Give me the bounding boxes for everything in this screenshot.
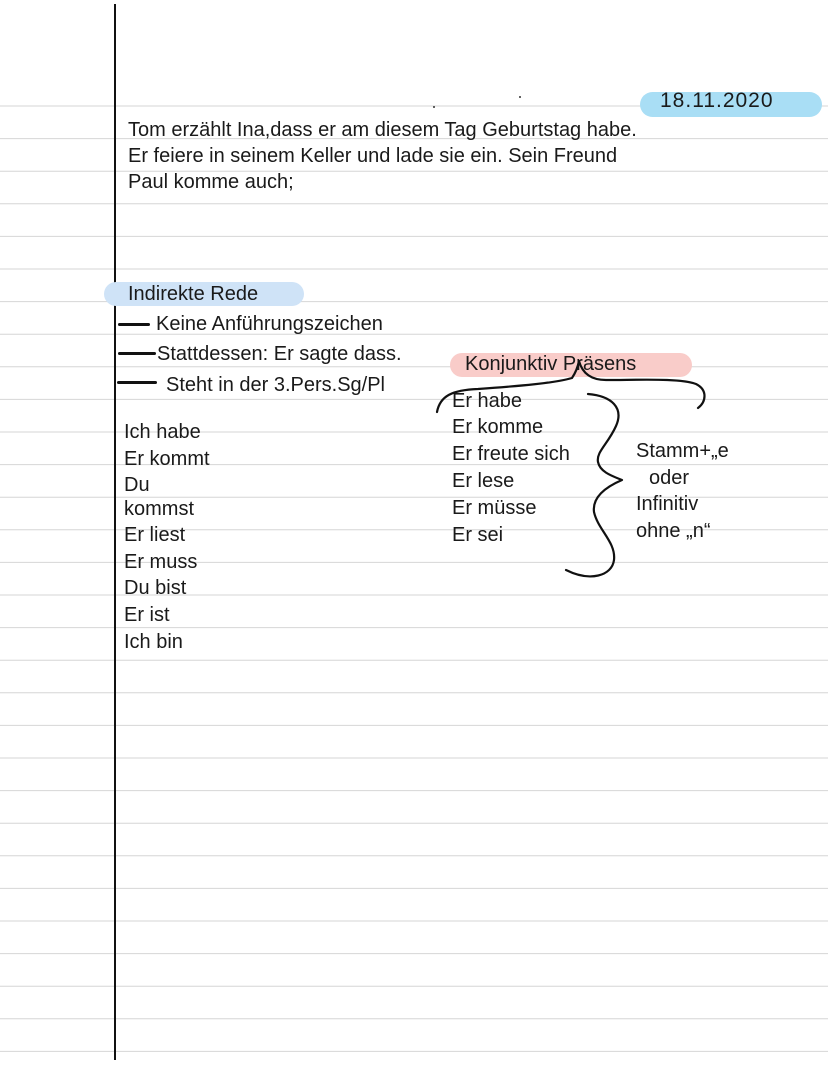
list-item: kommst: [124, 498, 194, 520]
bullet-item: Steht in der 3.Pers.Sg/Pl: [166, 374, 386, 396]
list-item: Er komme: [452, 416, 544, 438]
list-item: Er muss: [124, 551, 198, 573]
intro-line: Er feiere in seinem Keller und lade sie ein. Sein Freund: [128, 145, 618, 167]
list-item: Er liest: [124, 524, 186, 546]
list-item: Er habe: [452, 390, 523, 412]
konjunktiv-title: Konjunktiv Präsens: [465, 353, 637, 375]
list-item: Er kommt: [124, 448, 210, 470]
dash-icon: [118, 323, 150, 326]
dash-icon: [117, 381, 157, 384]
list-item: Er sei: [452, 524, 504, 546]
rule-line: Infinitiv: [636, 493, 699, 515]
indirekte-rede-title: Indirekte Rede: [128, 283, 259, 305]
rule-line: ohne „n“: [636, 520, 711, 542]
rule-line: oder: [649, 467, 690, 489]
list-item: Du bist: [124, 577, 187, 599]
list-item: Er freute sich: [452, 443, 570, 465]
margin-line: [114, 4, 116, 1060]
list-item: Ich habe: [124, 421, 201, 443]
list-item: Du: [124, 474, 150, 496]
bullet-item: Stattdessen: Er sagte dass.: [157, 343, 402, 365]
rule-line: Stamm+„e: [636, 440, 729, 462]
date: 18.11.2020: [660, 89, 774, 112]
intro-line: Paul komme auch;: [128, 171, 294, 193]
intro-line: Tom erzählt Ina,dass er am diesem Tag Geburtstag habe.: [128, 119, 637, 141]
list-item: Ich bin: [124, 631, 183, 653]
list-item: Er müsse: [452, 497, 537, 519]
list-item: Er ist: [124, 604, 170, 626]
dash-icon: [118, 352, 156, 355]
list-item: Er lese: [452, 470, 515, 492]
bullet-item: Keine Anführungszeichen: [156, 313, 383, 335]
